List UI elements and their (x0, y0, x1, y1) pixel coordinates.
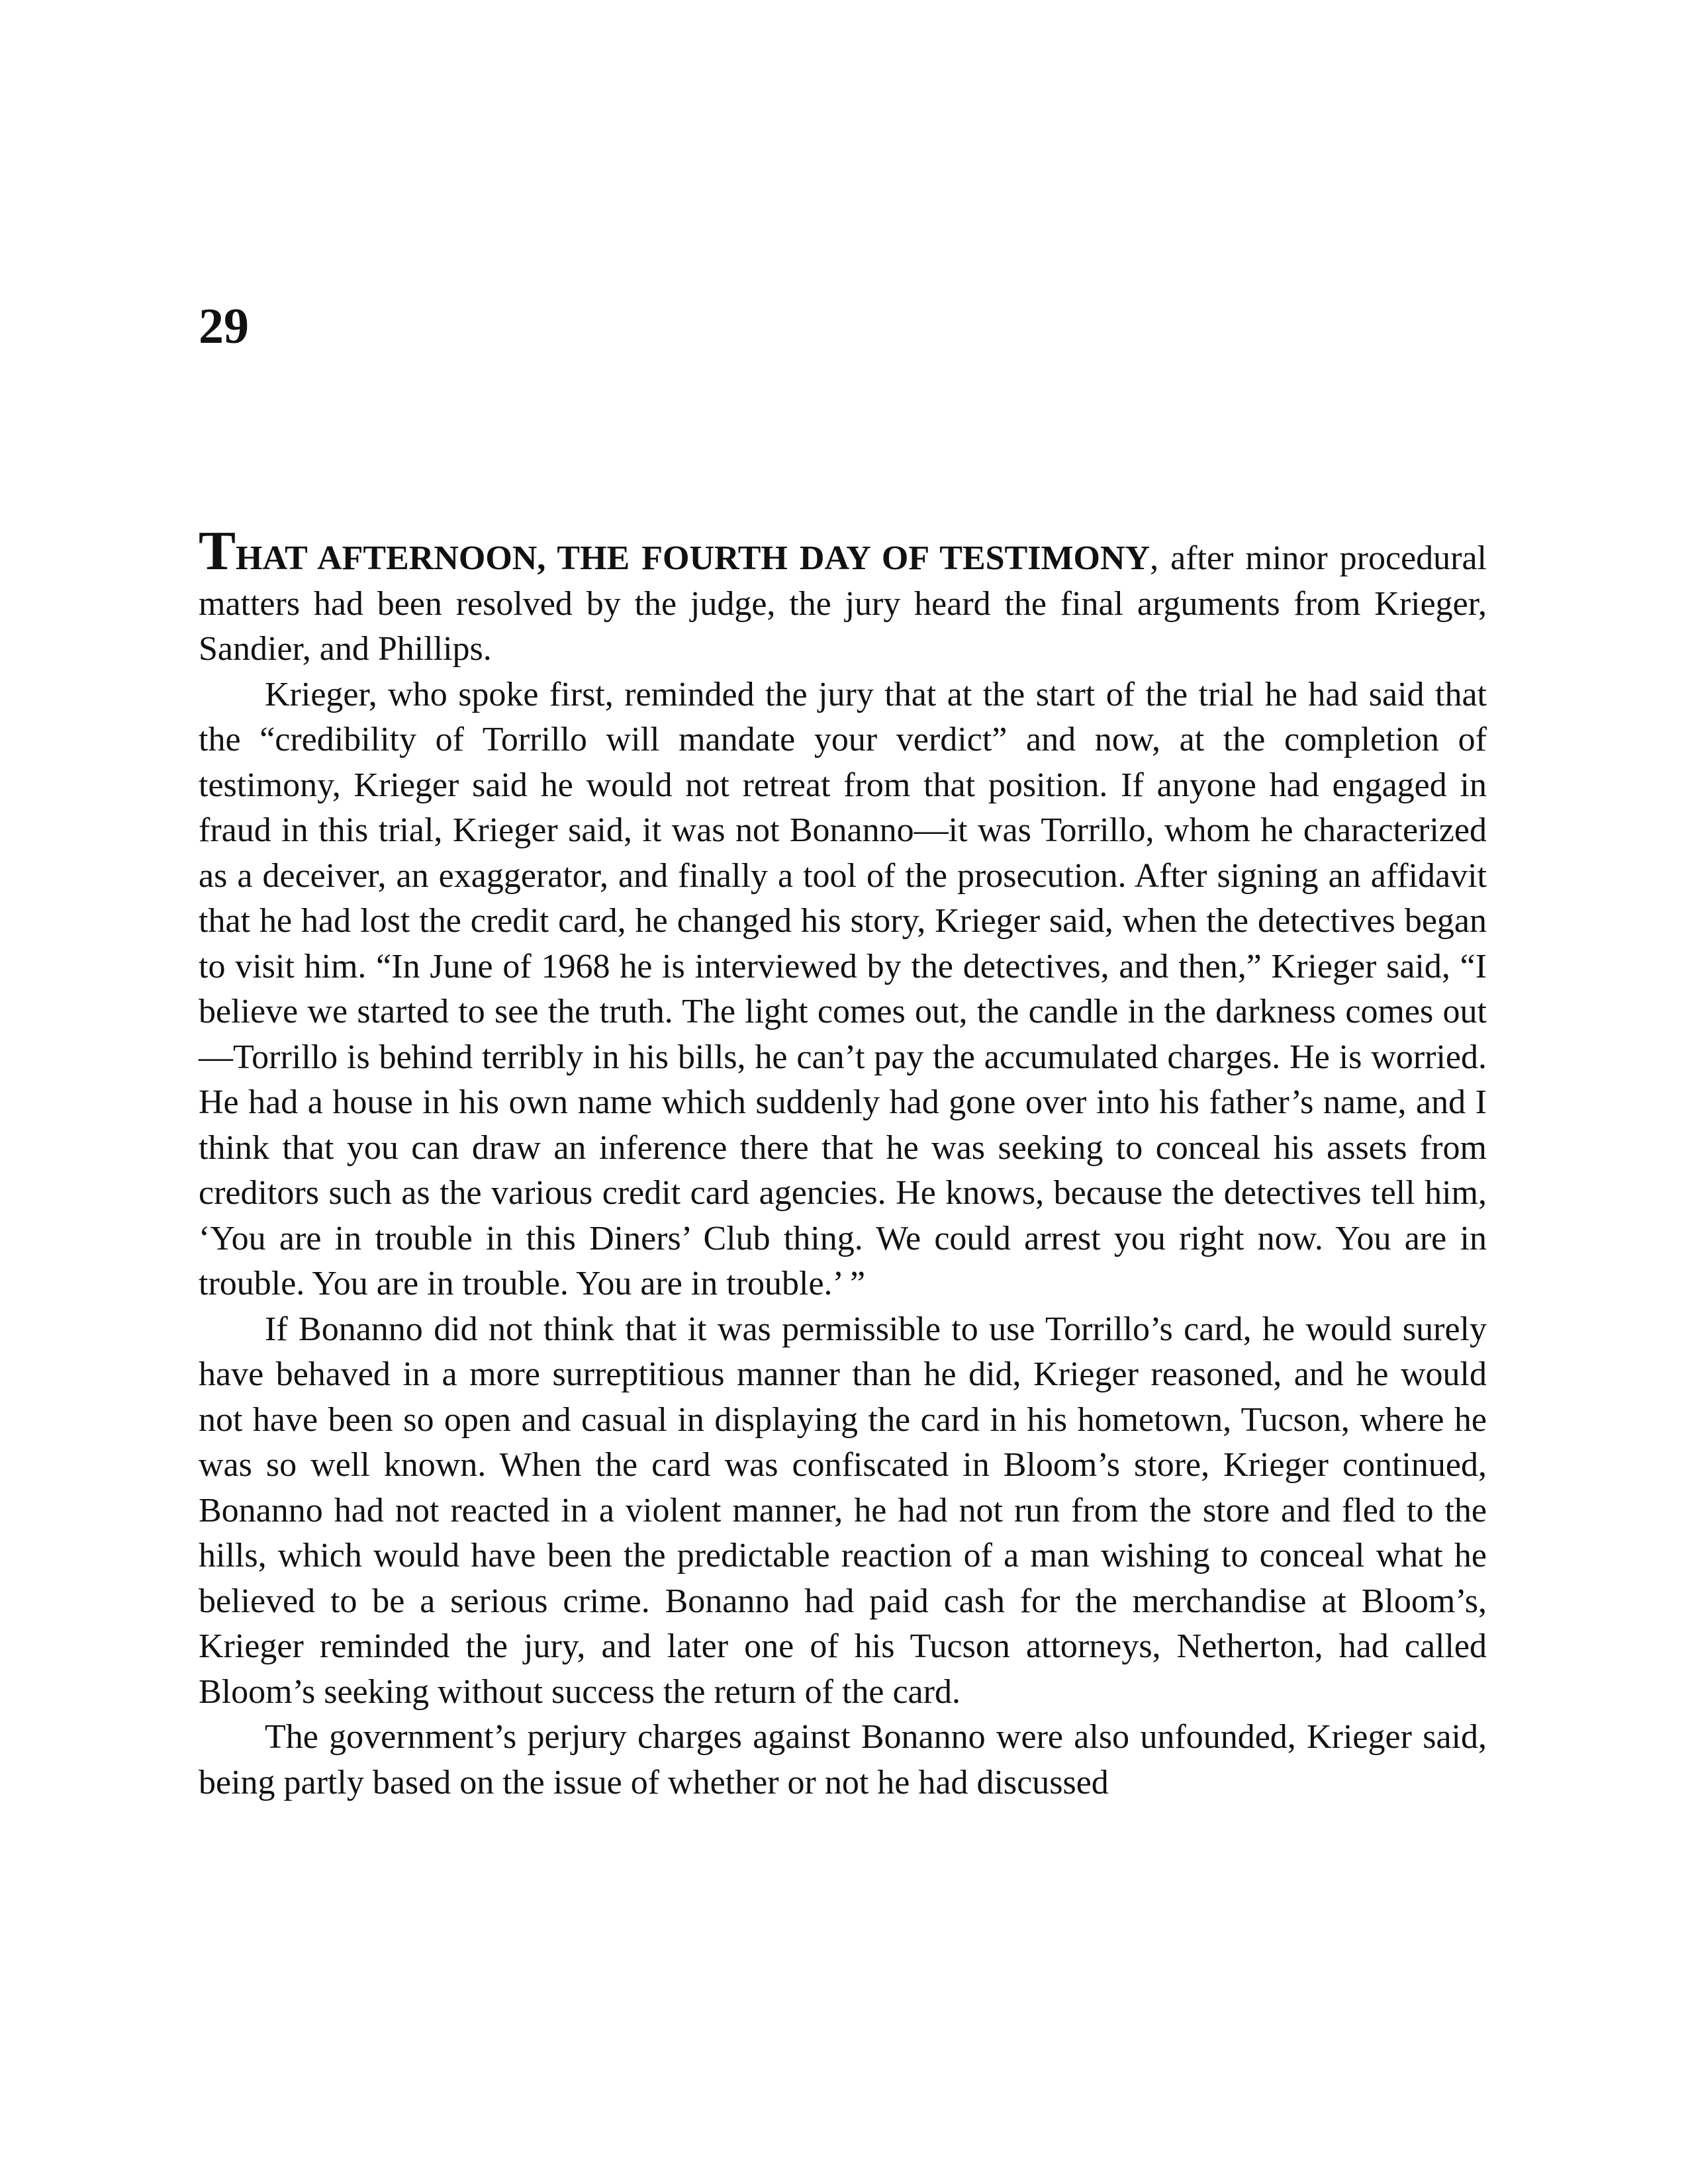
opening-initial: T (199, 520, 236, 582)
opening-paragraph (199, 520, 1487, 672)
body-text (199, 520, 1487, 1805)
opening-caps-run: HAT AFTERNOON, THE FOURTH DAY OF TESTIMONY (236, 539, 1150, 577)
paragraph: The government’s perjury charges against Bonanno were also unfounded, Krieger said, being partly based on the issue of whether or not he had discussed (199, 1718, 1487, 1801)
paragraph: If Bonanno did not think that it was permissible to use Torrillo’s card, he would surely have behaved in a more surreptitious manner than he did, Krieger reasoned, and he would not have been so open and casual in displaying the card in his hometown, Tucson, where he was so well known. When the card was confiscated in Bloom’s store, Krieger continued, Bonanno had not reacted in a violent manner, he had not run from the store and fled to the hills, which would have been the predictable reaction of a man wishing to conceal what he believed to be a serious crime. Bonanno had paid cash for the merchandise at Bloom’s, Krieger reminded the jury, and later one of his Tucson attorneys, Netherton, had called Bloom’s seeking without success the return of the card. (199, 1310, 1487, 1711)
chapter-number: 29 (199, 298, 249, 354)
paragraph: Krieger, who spoke first, reminded the jury that at the start of the trial he had said that the “credibility of Torrillo will mandate your verdict” and now, at the completion of testimony, Krieger said he would not retreat from that position. If anyone had engaged in fraud in this trial, Krieger said, it was not Bonanno—it was Torrillo, whom he characterized as a deceiver, an exaggerator, and finally a tool of the prosecution. After signing an affidavit that he had lost the credit card, he changed his story, Krieger said, when the detectives began to visit him. “In June of 1968 he is interviewed by the detectives, and then,” Krieger said, “I believe we started to see the truth. The light comes out, the candle in the darkness comes out—Torrillo is behind terribly in his bills, he can’t pay the accumulated charges. He is worried. He had a house in his own name which suddenly had gone over into his father’s name, and I think that you can draw an inference there that he was seeking to conceal his assets from creditors such as the various credit card agencies. He knows, because the detectives tell him, ‘You are in trouble in this Diners’ Club thing. We could arrest you right now. You are in trouble. You are in trouble. You are in trouble.’ ” (199, 675, 1487, 1302)
opening-rest: , after minor procedural matters had been resolved by the judge, the jury heard the final arguments from Krieger, Sandier, and Phillips. (199, 539, 1487, 668)
